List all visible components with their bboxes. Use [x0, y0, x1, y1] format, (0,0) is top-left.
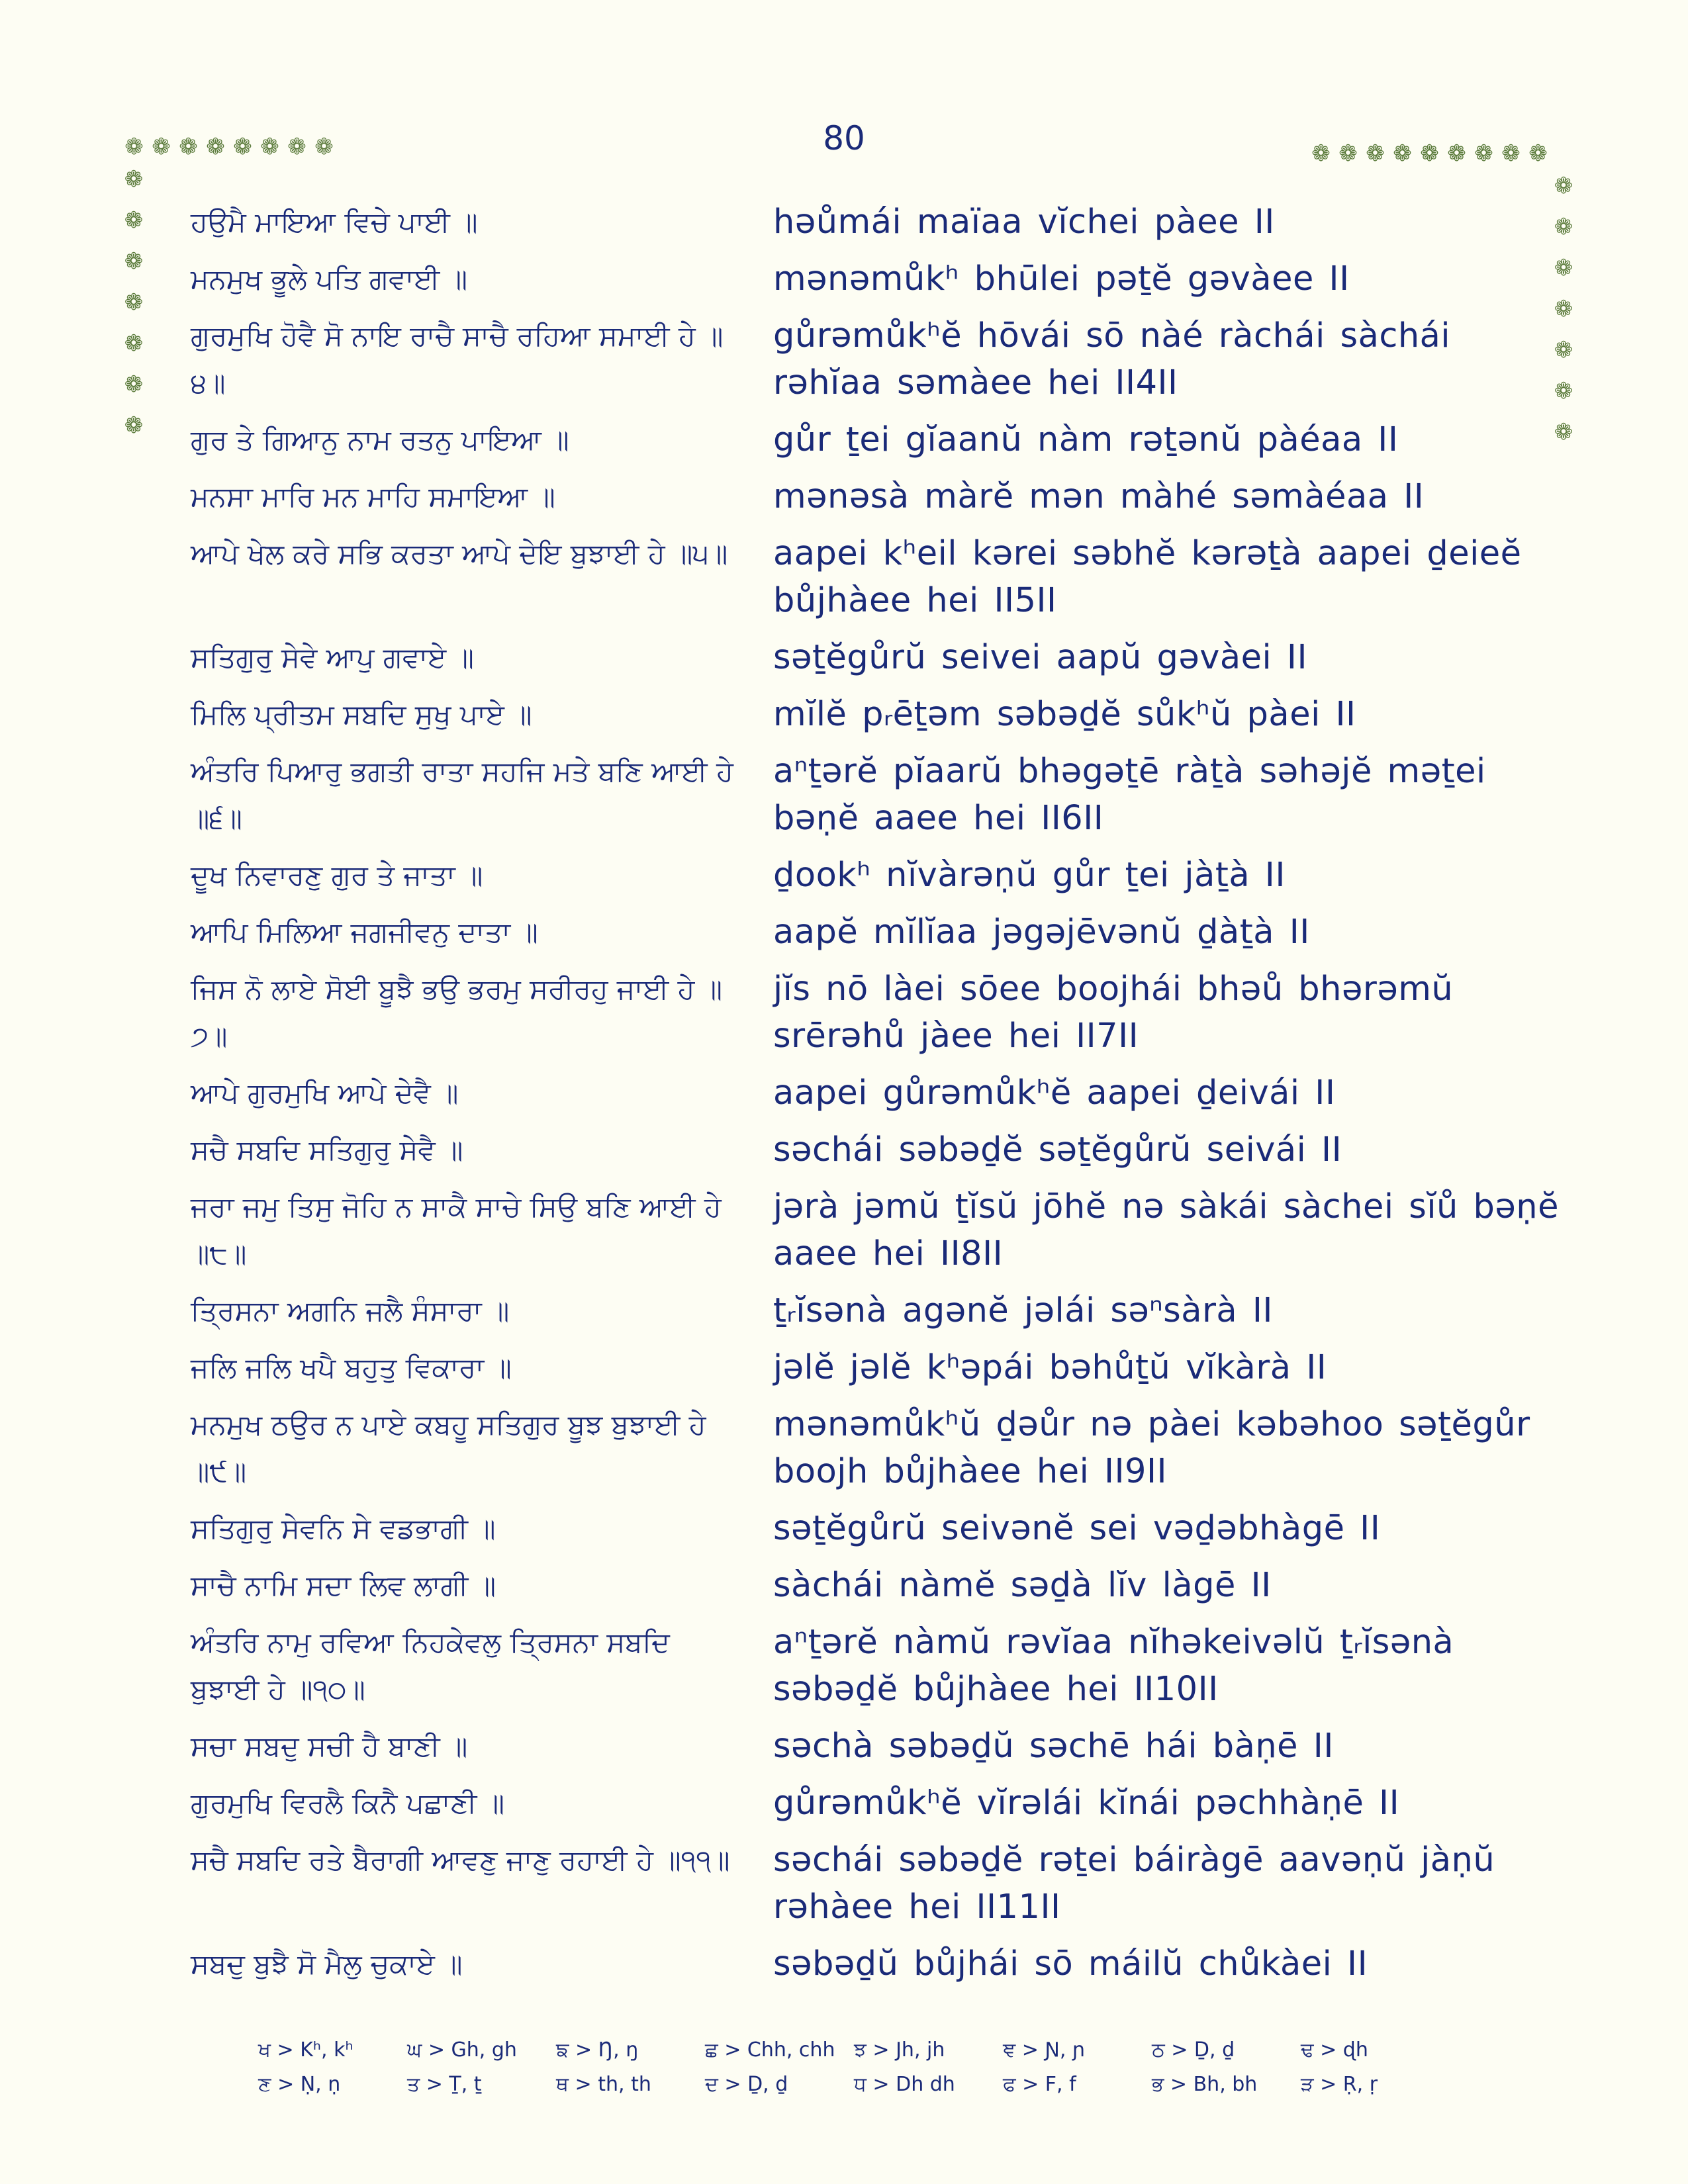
flower-ornament-icon: ❁	[1420, 140, 1439, 167]
transliteration-line: aⁿṯərĕ nàmŭ rəvĭaa nĭhəkeivəlŭ ṯᵣĭsənà səbəḏĕ bůjhàee hei II10II	[773, 1623, 1454, 1709]
flower-ornament-icon: ❁	[314, 134, 334, 160]
flower-ornament-icon: ❁	[1554, 337, 1573, 363]
verse-row	[191, 1619, 1534, 1713]
flower-ornament-icon: ❁	[206, 134, 225, 160]
flower-ornament-icon: ❁	[152, 134, 171, 160]
legend-item: ਝ > Jh, jh	[854, 2038, 945, 2062]
flower-ornament-icon: ❁	[1528, 140, 1548, 167]
verse-row	[191, 1940, 1534, 1987]
verse-row	[191, 966, 1534, 1060]
verse-row	[191, 691, 1534, 738]
transliteration-line: səṯĕgůrŭ seivei aapŭ gəvàei II	[773, 638, 1308, 677]
verse-row	[191, 1505, 1534, 1552]
gurmukhi-line: ਸਤਿਗੁਰੁ ਸੇਵਨਿ ਸੇ ਵਡਭਾਗੀ ॥	[191, 1512, 496, 1545]
verse-row	[191, 1401, 1534, 1495]
flower-ornament-icon: ❁	[1554, 378, 1573, 404]
verse-row	[191, 634, 1534, 681]
transliteration-line: ṯᵣĭsənà agənĕ jəlái səⁿsàrà II	[773, 1291, 1273, 1330]
page-number: 80	[823, 119, 865, 158]
flower-ornament-icon: ❁	[124, 248, 144, 275]
gurmukhi-line: ਹਉਮੈ ਮਾਇਆ ਵਿਚੇ ਪਾਈ ॥	[191, 206, 478, 238]
gurmukhi-line: ਤ੍ਰਿਸਨਾ ਅਗਨਿ ਜਲੈ ਸੰਸਾਰਾ ॥	[191, 1295, 510, 1327]
gurmukhi-line: ਸਚੈ ਸਬਦਿ ਰਤੇ ਬੈਰਾਗੀ ਆਵਣੁ ਜਾਣੁ ਰਹਾਈ ਹੇ ॥੧੧॥	[191, 1844, 730, 1876]
transliteration-line: səṯĕgůrŭ seivənĕ sei vəḏəbhàgē II	[773, 1509, 1381, 1548]
transliteration-line: ḏookʰ nĭvàrəṇŭ gůr ṯei jàṯà II	[773, 856, 1286, 895]
transliteration-line: səchái səbəḏĕ səṯĕgůrŭ seivái II	[773, 1130, 1342, 1169]
verse-row	[191, 255, 1534, 302]
flower-ornament-icon: ❁	[1311, 140, 1331, 167]
legend-item: ਞ > Ɲ, ɲ	[1003, 2038, 1086, 2062]
flower-ornament-icon: ❁	[287, 134, 306, 160]
transliteration-line: səbəḏŭ bůjhái sō máilŭ chůkàei II	[773, 1944, 1368, 1983]
transliteration-line: gůrəmůkʰĕ vĭrəlái kĭnái pəchhàṇē II	[773, 1784, 1400, 1823]
transliteration-line: gůr ṯei gĭaanŭ nàm rəṯənŭ pàéaa II	[773, 420, 1399, 459]
flower-ornament-icon: ❁	[1554, 255, 1573, 281]
gurmukhi-line: ਗੁਰਮੁਖਿ ਹੋਵੈ ਸੋ ਨਾਇ ਰਾਚੈ ਸਾਚੈ ਰਹਿਆ ਸਮਾਈ ਹੇ ॥੪॥	[191, 320, 724, 399]
gurmukhi-line: ਸਚੈ ਸਬਦਿ ਸਤਿਗੁਰੁ ਸੇਵੈ ॥	[191, 1134, 463, 1166]
flower-ornament-icon: ❁	[124, 330, 144, 357]
flower-ornament-icon: ❁	[1501, 140, 1521, 167]
verse-row	[191, 1183, 1559, 1277]
flower-ornament-icon: ❁	[260, 134, 279, 160]
legend-item: ਥ > th, th	[556, 2073, 651, 2096]
legend-item: ਣ > Ṇ, ṇ	[258, 2073, 341, 2096]
transliteration-line: həůmái mаïaa vĭchei pàee II	[773, 203, 1275, 242]
gurmukhi-line: ਜਲਿ ਜਲਿ ਖਪੈ ਬਹੁਤੁ ਵਿਕਾਰਾ ॥	[191, 1351, 512, 1384]
flower-ornament-icon: ❁	[179, 134, 198, 160]
transliteration-line: mənəmůkʰŭ ḏəůr nə pàei kəbəhoo səṯĕgůr boojh bůjhàee hei II9II	[773, 1405, 1530, 1491]
verse-list	[191, 199, 1559, 1997]
flower-ornament-icon: ❁	[124, 289, 144, 316]
verse-row	[191, 199, 1534, 246]
verse-row	[191, 748, 1534, 842]
transliteration-line: jəlĕ jəlĕ kʰəpái bəhůṯŭ vĭkàrà II	[773, 1348, 1327, 1387]
verse-row	[191, 852, 1534, 899]
border-top-left	[120, 134, 338, 160]
legend-item: ਖ > Kʰ, kʰ	[258, 2038, 353, 2062]
transliteration-line: aapĕ mĭlĭaa jəgəjēvənŭ ḏàṯà II	[773, 913, 1310, 952]
transliteration-line: aapei kʰeil kərei səbhĕ kərəṯà aapei ḏeieĕ bůjhàee hei II5II	[773, 534, 1522, 620]
legend-item: ੜ > Ṛ, ṛ	[1301, 2073, 1378, 2096]
gurmukhi-line: ਅੰਤਰਿ ਪਿਆਰੁ ਭਗਤੀ ਰਾਤਾ ਸਹਜਿ ਮਤੇ ਬਣਿ ਆਈ ਹੇ ॥੬॥	[191, 755, 733, 835]
flower-ornament-icon: ❁	[124, 371, 144, 398]
verse-row	[191, 1287, 1534, 1334]
legend-item: ਘ > Gh, gh	[407, 2038, 517, 2062]
gurmukhi-line: ਸਾਚੈ ਨਾਮਿ ਸਦਾ ਲਿਵ ਲਾਗੀ ॥	[191, 1569, 496, 1602]
flower-ornament-icon: ❁	[1338, 140, 1358, 167]
verse-row	[191, 1344, 1534, 1391]
transliteration-line: aⁿṯərĕ pĭaarŭ bhəgəṯē ràṯà səhəjĕ məṯei bəṇĕ aaee hei II6II	[773, 752, 1486, 838]
verse-row	[191, 1126, 1534, 1173]
gurmukhi-line: ਦੂਖ ਨਿਵਾਰਣੁ ਗੁਰ ਤੇ ਜਾਤਾ ॥	[191, 859, 483, 891]
legend-item: ਙ > Ŋ, ŋ	[556, 2038, 639, 2062]
gurmukhi-line: ਸਬਦੁ ਬੁਝੈ ਸੋ ਮੈਲੁ ਚੁਕਾਏ ॥	[191, 1948, 463, 1980]
flower-ornament-icon: ❁	[1554, 296, 1573, 322]
gurmukhi-line: ਮਨਸਾ ਮਾਰਿ ਮਨ ਮਾਹਿ ਸਮਾਇਆ ॥	[191, 480, 555, 513]
transliteration-line: jĭs nō làei sōee boojhái bhəů bhərəmŭ srērəhů jàee hei II7II	[773, 970, 1454, 1056]
verse-row	[191, 416, 1534, 463]
gurmukhi-line: ਆਪਿ ਮਿਲਿਆ ਜਗਜੀਵਨੁ ਦਾਤਾ ॥	[191, 916, 538, 948]
gurmukhi-line: ਅੰਤਰਿ ਨਾਮੁ ਰਵਿਆ ਨਿਹਕੇਵਲੁ ਤ੍ਰਿਸਨਾ ਸਬਦਿ ਬੁਝਾਈ ਹੇ ॥੧੦॥	[191, 1626, 670, 1706]
gurmukhi-line: ਸਚਾ ਸਬਦੁ ਸਚੀ ਹੈ ਬਾਣੀ ॥	[191, 1730, 468, 1762]
flower-ornament-icon: ❁	[1366, 140, 1385, 167]
flower-ornament-icon: ❁	[124, 134, 144, 160]
gurmukhi-line: ਮਨਮੁਖ ਠਉਰ ਨ ਪਾਏ ਕਬਹੂ ਸਤਿਗੁਰ ਬੂਝ ਬੁਝਾਈ ਹੇ ॥੯॥	[191, 1408, 706, 1488]
transliteration-line: gůrəmůkʰĕ hōvái sō nàé ràchái sàchái rəhĭaa səmàee hei II4II	[773, 316, 1451, 402]
verse-row	[191, 473, 1534, 520]
transliteration-legend	[258, 2038, 1516, 2107]
transliteration-line: jərà jəmŭ ṯĭsŭ jōhĕ nə sàkái sàchei sĭů bəṇĕ aaee hei II8II	[773, 1187, 1559, 1273]
legend-row	[258, 2038, 1516, 2073]
legend-item: ਧ > Dh dh	[854, 2073, 955, 2096]
transliteration-line: sàchái nàmĕ səḏà lĭv làgē II	[773, 1566, 1272, 1605]
gurmukhi-line: ਜਰਾ ਜਮੁ ਤਿਸੁ ਜੋਹਿ ਨ ਸਾਕੈ ਸਾਚੇ ਸਿਉ ਬਣਿ ਆਈ ਹੇ ॥੮॥	[191, 1191, 722, 1270]
gurmukhi-line: ਗੁਰਮੁਖਿ ਵਿਰਲੈ ਕਿਨੈ ਪਛਾਣੀ ॥	[191, 1787, 505, 1819]
gurmukhi-line: ਮਿਲਿ ਪ੍ਰੀਤਮ ਸਬਦਿ ਸੁਖੁ ਪਾਏ ॥	[191, 698, 532, 731]
legend-item: ਢ > ɖh	[1301, 2038, 1368, 2062]
verse-row	[191, 909, 1534, 956]
flower-ornament-icon: ❁	[124, 412, 144, 439]
flower-ornament-icon: ❁	[1554, 214, 1573, 240]
verse-row	[191, 1723, 1534, 1770]
legend-item: ਤ > Ṯ, ṯ	[407, 2073, 482, 2096]
verse-row	[191, 312, 1534, 406]
flower-ornament-icon: ❁	[124, 166, 144, 193]
flower-ornament-icon: ❁	[1554, 173, 1573, 199]
flower-ornament-icon: ❁	[233, 134, 252, 160]
verse-row	[191, 1069, 1534, 1116]
legend-item: ਠ > Ḏ, ḏ	[1152, 2038, 1235, 2062]
gurmukhi-line: ਮਨਮੁਖ ਭੂਲੇ ਪਤਿ ਗਵਾਈ ॥	[191, 263, 468, 295]
verse-row	[191, 1837, 1534, 1931]
flower-ornament-icon: ❁	[1393, 140, 1412, 167]
legend-item: ਭ > Bh, bh	[1152, 2073, 1258, 2096]
verse-row	[191, 1562, 1534, 1609]
transliteration-line: aapei gůrəmůkʰĕ aapei ḏeivái II	[773, 1073, 1336, 1113]
legend-item: ਦ > Ḏ, ḏ	[705, 2073, 788, 2096]
gurmukhi-line: ਆਪੇ ਗੁਰਮੁਖਿ ਆਪੇ ਦੇਵੈ ॥	[191, 1077, 459, 1109]
gurmukhi-line: ਜਿਸ ਨੋ ਲਾਏ ਸੋਈ ਬੂਝੈ ਭਉ ਭਰਮੁ ਸਰੀਰਹੁ ਜਾਈ ਹੇ ॥੭॥	[191, 973, 723, 1052]
gurmukhi-line: ਸਤਿਗੁਰੁ ਸੇਵੇ ਆਪੁ ਗਵਾਏ ॥	[191, 641, 474, 674]
legend-item: ਫ > F, f	[1003, 2073, 1076, 2096]
flower-ornament-icon: ❁	[1474, 140, 1493, 167]
transliteration-line: səchà səbəḏŭ səchē hái bàṇē II	[773, 1727, 1334, 1766]
transliteration-line: mĭlĕ pᵣēṯəm səbəḏĕ sůkʰŭ pàei II	[773, 695, 1356, 734]
gurmukhi-line: ਆਪੇ ਖੇਲ ਕਰੇ ਸਭਿ ਕਰਤਾ ਆਪੇ ਦੇਇ ਬੁਝਾਈ ਹੇ ॥੫॥	[191, 537, 728, 570]
legend-item: ਛ > Chh, chh	[705, 2038, 835, 2062]
transliteration-line: mənəmůkʰ bhūlei pəṯĕ gəvàee II	[773, 259, 1350, 298]
legend-row	[258, 2073, 1516, 2107]
verse-row	[191, 1780, 1534, 1827]
border-top-right	[1307, 140, 1552, 167]
flower-ornament-icon: ❁	[124, 207, 144, 234]
transliteration-line: səchái səbəḏĕ rəṯei báiràgē aavəṇŭ jàṇŭ rəhàee hei II11II	[773, 1841, 1495, 1927]
gurmukhi-line: ਗੁਰ ਤੇ ਗਿਆਨੁ ਨਾਮ ਰਤਨੁ ਪਾਇਆ ॥	[191, 424, 569, 456]
border-left	[120, 159, 147, 446]
verse-row	[191, 530, 1534, 624]
transliteration-line: mənəsà màrĕ mən màhé səmàéaa II	[773, 477, 1425, 516]
flower-ornament-icon: ❁	[1554, 419, 1573, 445]
flower-ornament-icon: ❁	[1447, 140, 1466, 167]
